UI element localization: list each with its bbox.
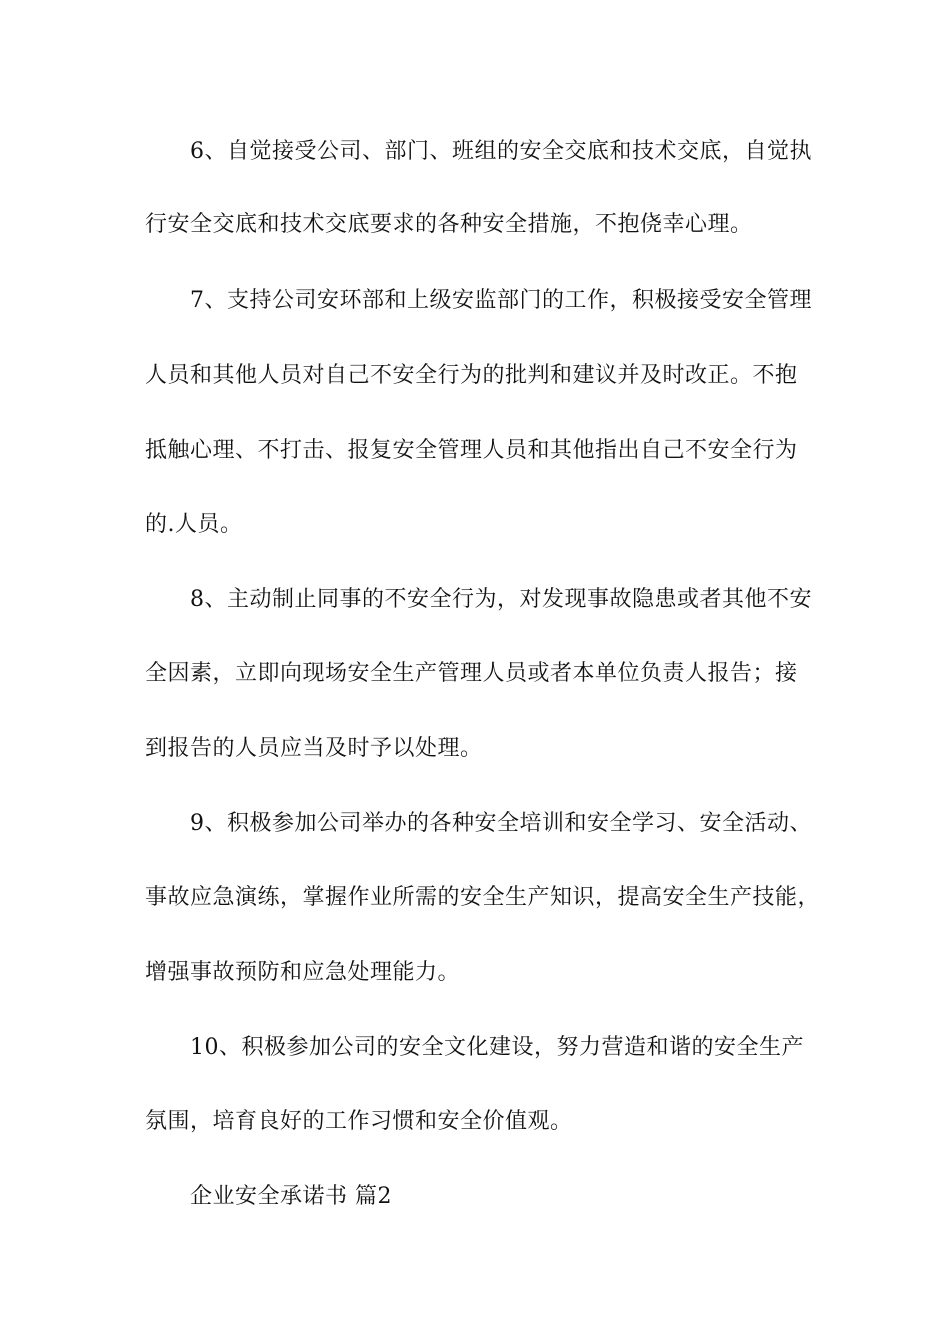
section-heading: 企业安全承诺书 篇2	[190, 1184, 392, 1209]
paragraph-line: 7、支持公司安环部和上级安监部门的工作，积极接受安全管理	[190, 288, 812, 313]
paragraph-line: 的.人员。	[145, 512, 243, 537]
paragraph-line: 行安全交底和技术交底要求的各种安全措施，不抱侥幸心理。	[145, 212, 753, 237]
paragraph-line: 人员和其他人员对自己不安全行为的批判和建议并及时改正。不抱	[145, 363, 798, 388]
paragraph-line: 6、自觉接受公司、部门、班组的安全交底和技术交底，自觉执	[190, 139, 812, 164]
paragraph-line: 氛围，培育良好的工作习惯和安全价值观。	[145, 1109, 573, 1134]
paragraph-line: 增强事故预防和应急处理能力。	[145, 960, 461, 985]
paragraph-line: 事故应急演练，掌握作业所需的安全生产知识，提高安全生产技能，	[145, 885, 821, 910]
paragraph-line: 8、主动制止同事的不安全行为，对发现事故隐患或者其他不安	[190, 587, 812, 612]
paragraph-line: 9、积极参加公司举办的各种安全培训和安全学习、安全活动、	[190, 811, 812, 836]
paragraph-line: 10、积极参加公司的安全文化建设，努力营造和谐的安全生产	[190, 1035, 804, 1060]
paragraph-line: 全因素，立即向现场安全生产管理人员或者本单位负责人报告；接	[145, 661, 798, 686]
paragraph-line: 抵触心理、不打击、报复安全管理人员和其他指出自己不安全行为	[145, 438, 798, 463]
paragraph-line: 到报告的人员应当及时予以处理。	[145, 736, 483, 761]
